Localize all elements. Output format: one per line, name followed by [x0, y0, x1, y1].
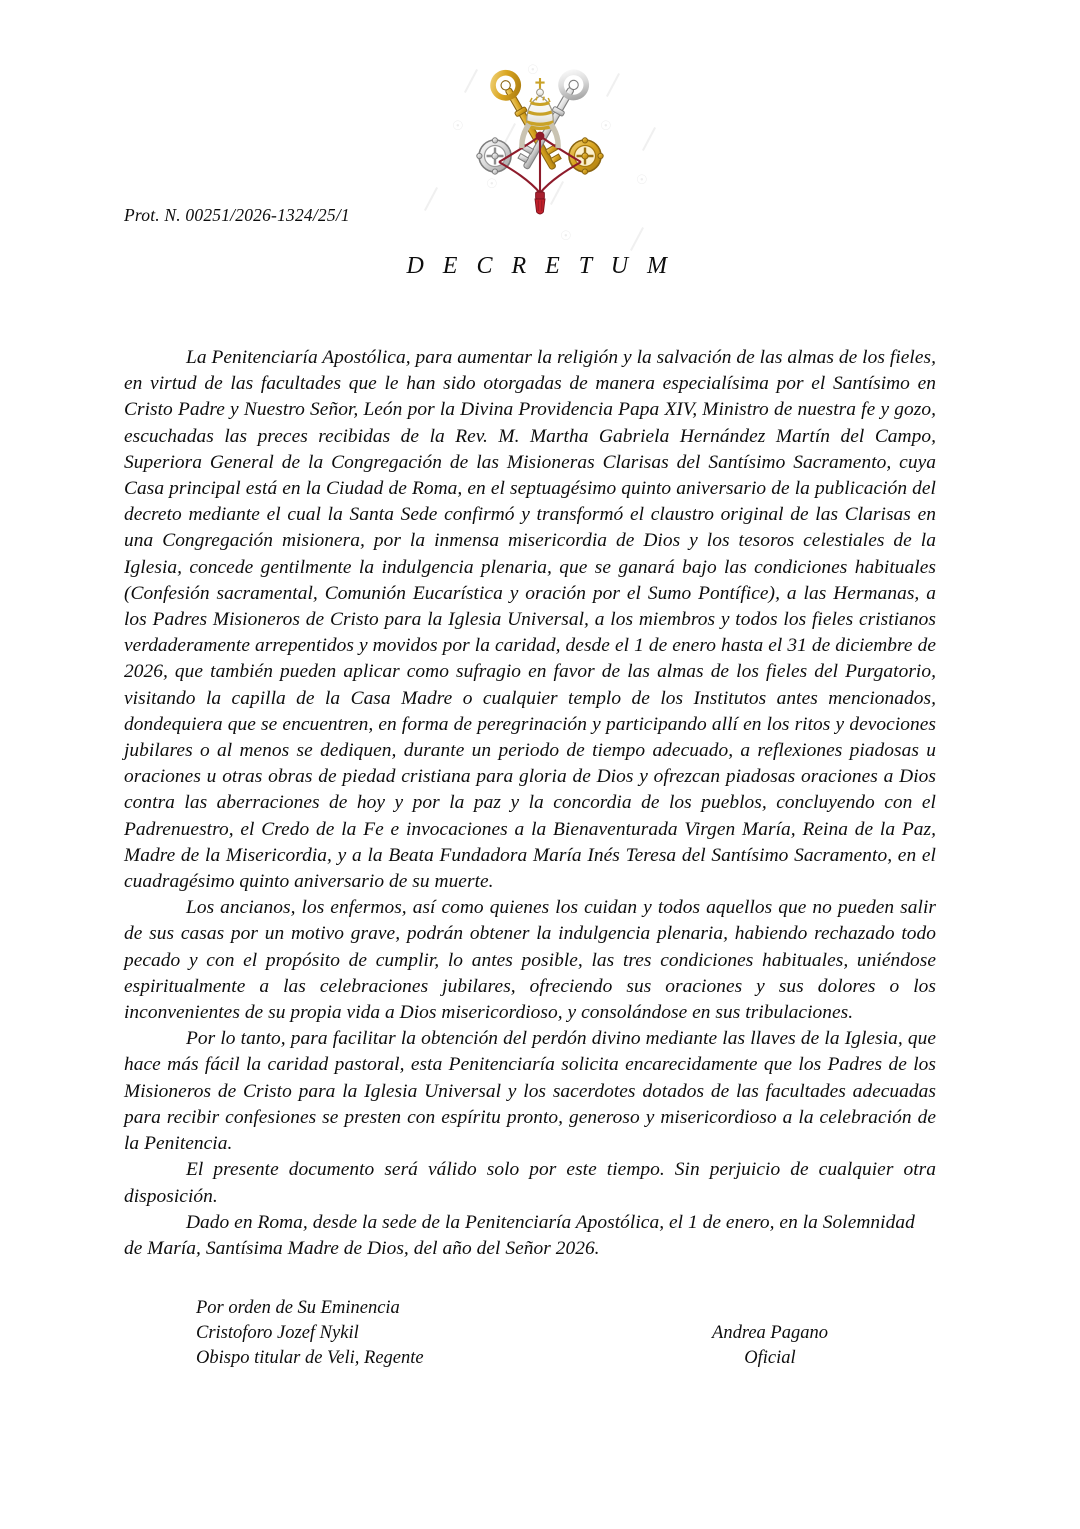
protocol-number: Prot. N. 00251/2026-1324/25/1 — [124, 205, 350, 225]
papal-coat-of-arms-emblem — [0, 52, 1080, 225]
gold-key-wheel — [569, 138, 603, 174]
signature-left — [196, 1296, 424, 1371]
paragraph: Dado en Roma, desde la sede de la Penitenciaría Apostólica, el 1 de enero, en la Solemnidad de María, Santísima Madre de Dios, del año del Señor 2026. — [124, 1211, 915, 1259]
red-cord — [499, 136, 581, 193]
coat-of-arms-svg — [465, 52, 615, 220]
cord-knot — [536, 132, 545, 141]
signature-right-role: Oficial — [744, 1348, 796, 1368]
page-title: D E C R E T U M — [406, 253, 674, 279]
paragraph: Los ancianos, los enfermos, así como quienes los cuidan y todos aquellos que no pueden salir de sus casas por un motivo grave, podrán obtener la indulgencia plenaria, habiendo rechazado todo pecado y con el propósito de cumplir, lo antes posible, las tres condiciones habituales, uniéndose espiritualmente a las celebraciones jubilares, ofreciendo sus oraciones y sus dolores o los inconvenientes de su propia vida a Dios misericordioso, y consolándose en sus tribulaciones. — [124, 897, 936, 1024]
paragraph: Por lo tanto, para facilitar la obtención del perdón divino mediante las llaves de la Iglesia, que hace más fácil la caridad pastoral, esta Penitenciaría solicita encarecidamente que los Padres de los Misioneros de Cristo para la Iglesia Universal y los sacerdotes dotados de las facultades adecuadas para recibir confesiones se presten con espíritu pronto, generoso y misericordioso a la celebración de la Penitencia. — [124, 1028, 936, 1155]
background-watermark: ☉ ☉ ☉ ☉ ☉ ☉ — [0, 0, 1080, 1529]
paragraph: El presente documento será válido solo por este tiempo. Sin perjuicio de cualquier otra disposición. — [124, 1159, 936, 1207]
signature-right-name: Andrea Pagano — [712, 1323, 828, 1343]
signature-left-title: Obispo titular de Veli, Regente — [196, 1348, 424, 1368]
decree-body — [124, 345, 936, 1262]
paragraph: La Penitenciaría Apostólica, para aumentar la religión y la salvación de las almas de los fieles, en virtud de las facultades que le han sido otorgadas de manera especialísima por el Santísimo en Cristo Padre y Nuestro Señor, León por la Divina Providencia Papa XIV, Ministro de nuestra fe y gozo, escuchadas las preces recibidas de la Rev. M. Martha Gabriela Hernández Martín del Campo, Superiora General de la Congregación de las Misioneras Clarisas del Santísimo Sacramento, cuya Casa principal está en la Ciudad de Roma, en el septuagésimo quinto aniversario de la publicación del decreto mediante el cual la Santa Sede confirmó y transformó el claustro original de las Clarisas en una Congregación misionera, por la inmensa misericordia de Dios y los tesoros celestiales de la Iglesia, concede gentilmente la indulgencia plenaria, que se ganará bajo las condiciones habituales (Confesión sacramental, Comunión Eucarística y oración por el Sumo Pontífice), a las Hermanas, a los Padres Misioneros de Cristo para la Iglesia Universal, a los miembros y todos los fieles cristianos verdaderamente arrepentidos y movidos por la caridad, desde el 1 de enero hasta el 31 de diciembre de 2026, que también pueden aplicar como sufragio en favor de las almas de los fieles del Purgatorio, visitando la capilla de la Casa Madre o cualquier templo de los Institutos antes mencionados, dondequiera que se encuentren, en forma de peregrinación y participando allí en los ritos y devociones jubilares o al menos se dediquen, durante un periodo de tiempo adecuado, a reflexiones piadosas u oraciones u otras obras de piedad cristiana para gloria de Dios y ofrezcan piadosas oraciones a Dios contra las aberraciones de hoy y por la paz y la concordia de los pueblos, concluyendo con el Padrenuestro, el Credo de la Fe e invocaciones a la Bienaventurada Virgen María, Reina de la Paz, Madre de la Misericordia, y a la Beata Fundadora María Inés Teresa del Santísimo Sacramento, en el cuadragésimo quinto aniversario de su muerte. — [124, 347, 936, 893]
silver-key-wheel — [477, 138, 511, 174]
cord-tassel — [535, 192, 545, 214]
signature-right — [620, 1321, 920, 1371]
papal-tiara — [526, 78, 554, 129]
signature-left-name: Cristoforo Jozef Nykil — [196, 1323, 359, 1343]
signature-left-line1: Por orden de Su Eminencia — [196, 1298, 400, 1318]
signature-block — [0, 1296, 1080, 1386]
